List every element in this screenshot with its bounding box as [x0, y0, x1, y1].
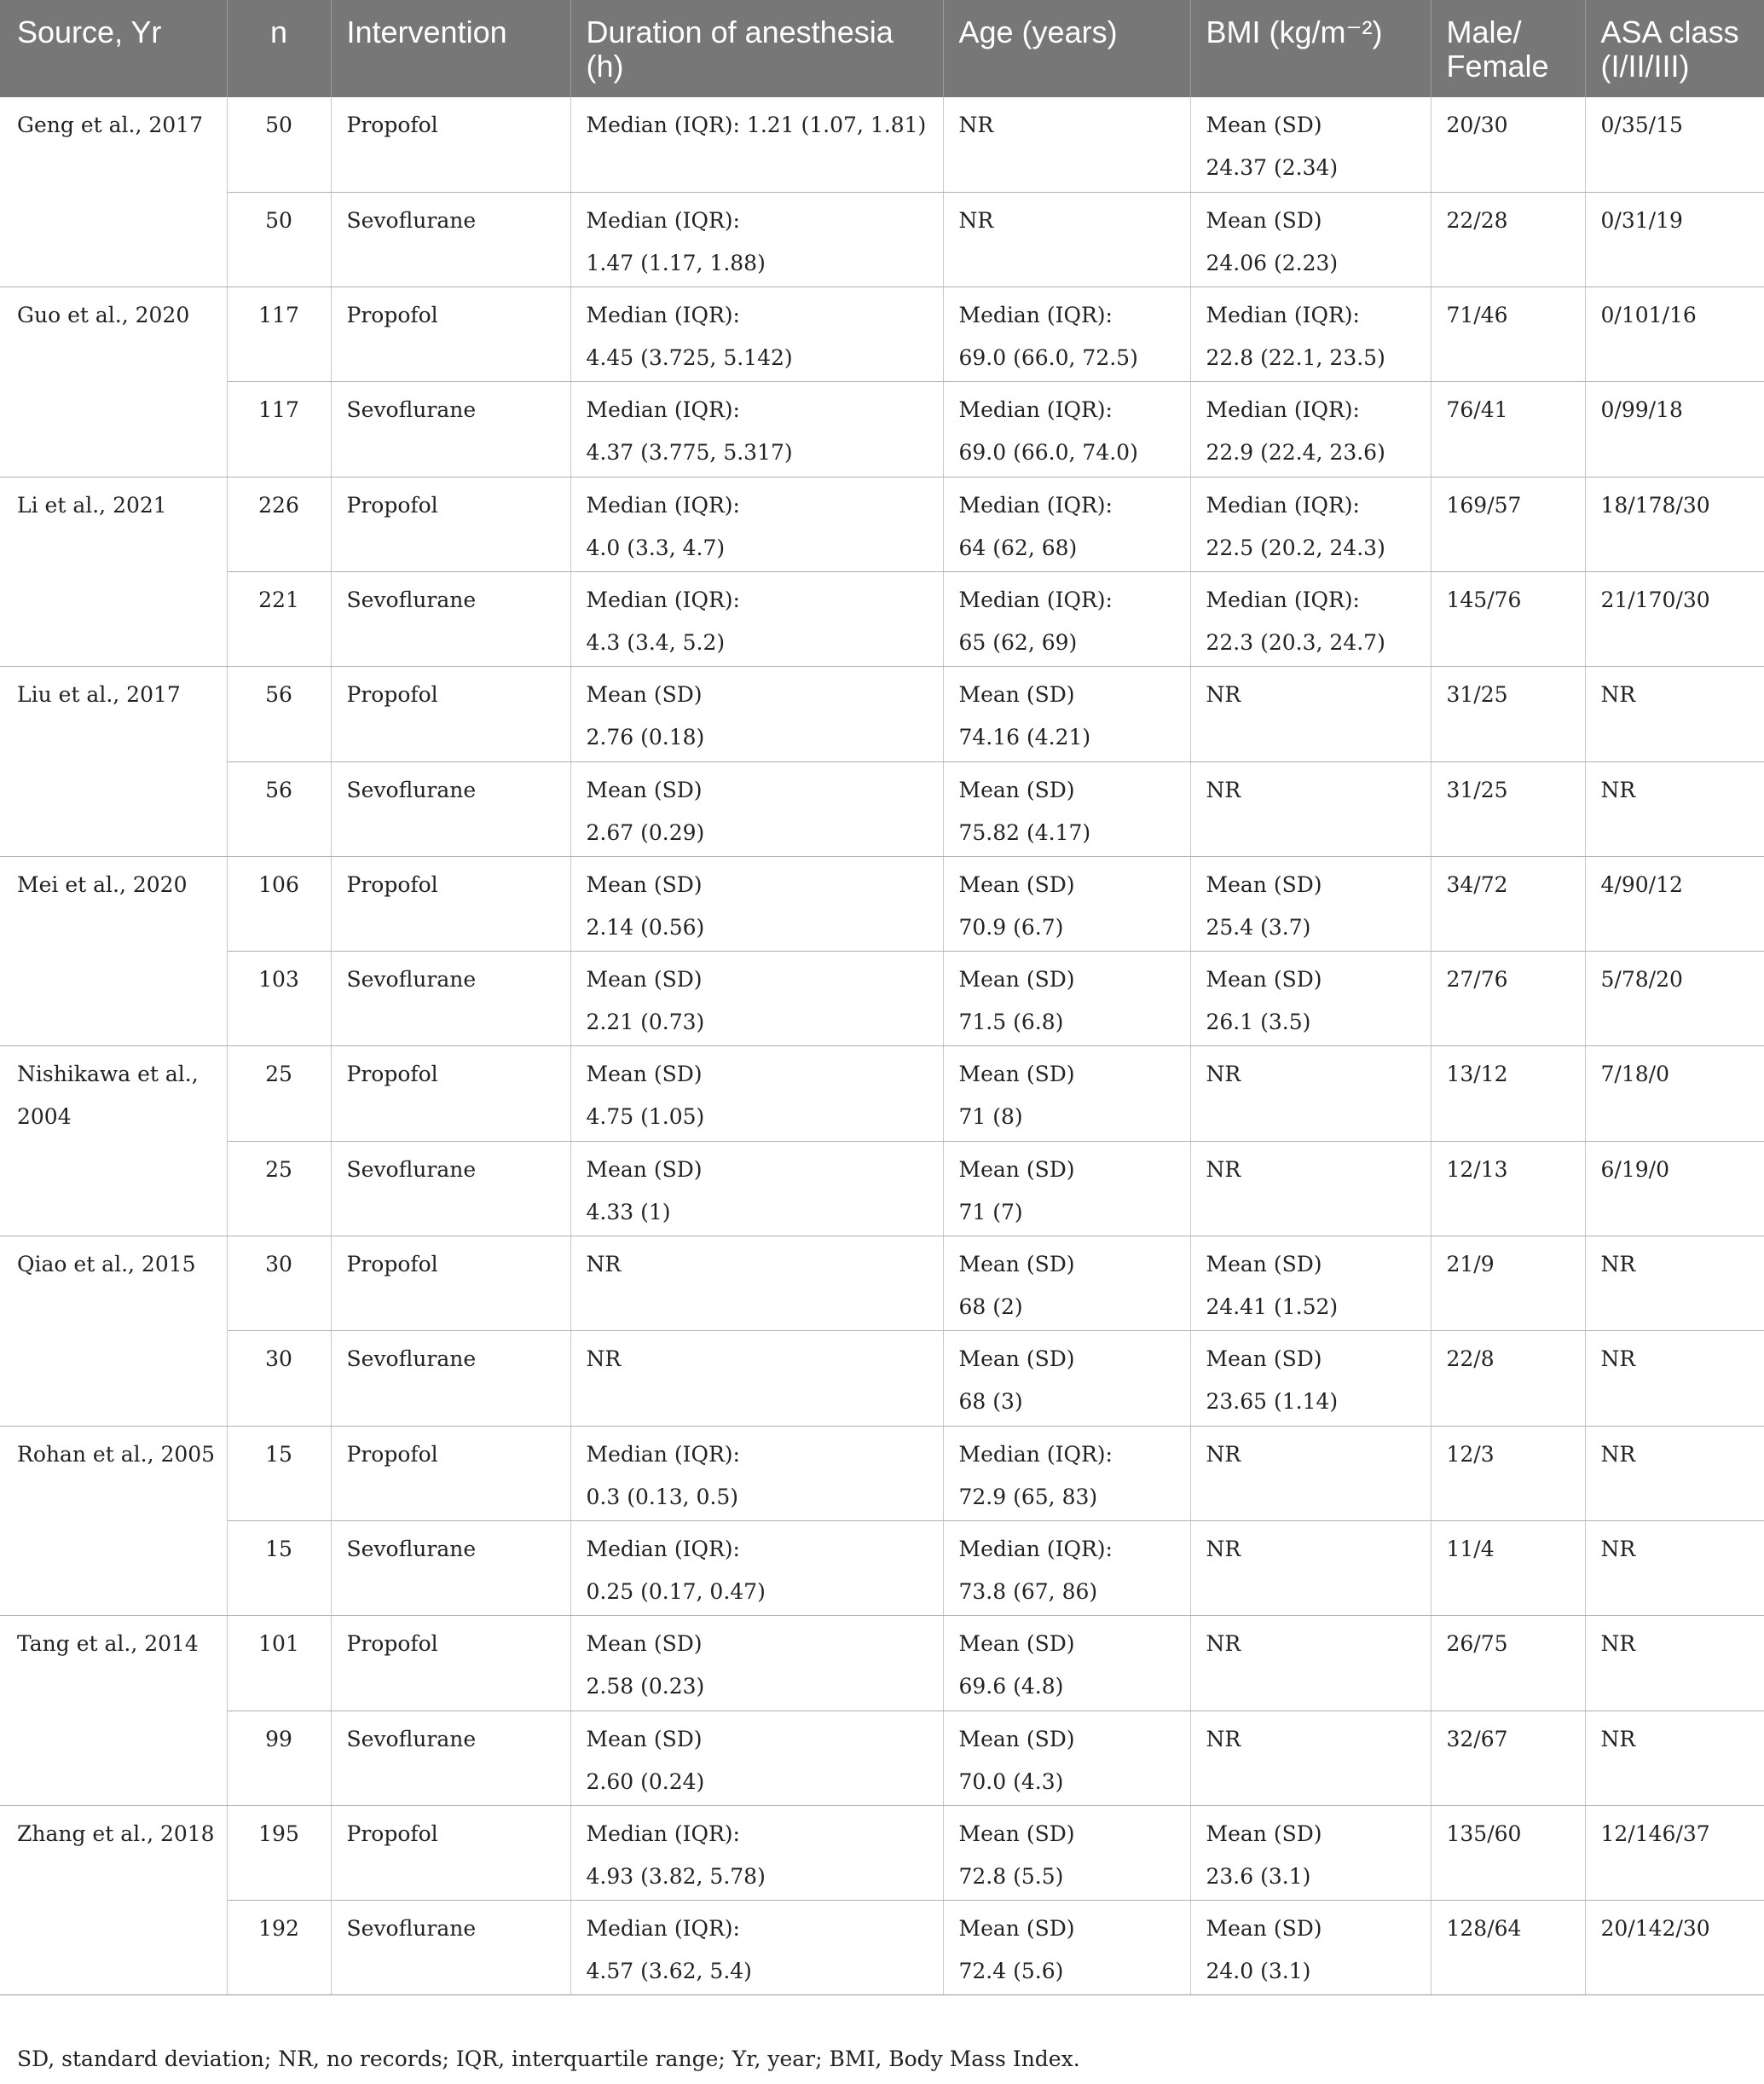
- cell-age-line: 70.9 (6.7): [958, 914, 1064, 940]
- cell-bmi-line: Mean (SD): [1206, 967, 1322, 993]
- cell-n: 106: [227, 856, 331, 951]
- cell-duration: [570, 1901, 943, 1995]
- cell-bmi-line: NR: [1206, 777, 1241, 802]
- cell-sex: 76/41: [1431, 382, 1585, 477]
- cell-intervention: Propofol: [331, 287, 570, 382]
- header-intervention: Intervention: [331, 0, 570, 97]
- table-row: [0, 1141, 1764, 1236]
- table-row: [0, 1046, 1764, 1141]
- cell-intervention: Propofol: [331, 856, 570, 951]
- cell-intervention: Sevoflurane: [331, 571, 570, 666]
- cell-asa: NR: [1585, 1331, 1764, 1426]
- cell-age-line: 71.5 (6.8): [958, 1010, 1064, 1035]
- table-row: [0, 1711, 1764, 1805]
- cell-n: 30: [227, 1331, 331, 1426]
- cell-n: 50: [227, 97, 331, 192]
- cell-duration: [570, 382, 943, 477]
- cell-duration: [570, 97, 943, 192]
- cell-duration-line: 2.76 (0.18): [586, 725, 705, 750]
- cell-source: [0, 1520, 227, 1615]
- cell-age-line: Median (IQR):: [958, 1441, 1113, 1467]
- cell-duration-line: 2.67 (0.29): [586, 819, 705, 845]
- cell-age-line: Mean (SD): [958, 1631, 1075, 1657]
- cell-age-line: NR: [958, 113, 994, 137]
- cell-age-line: NR: [958, 207, 994, 233]
- cell-duration: [570, 1046, 943, 1141]
- cell-bmi: [1190, 761, 1431, 856]
- cell-duration-line: 2.14 (0.56): [586, 914, 705, 940]
- cell-age: [943, 1331, 1190, 1426]
- table-row: [0, 382, 1764, 477]
- cell-age-line: 68 (2): [958, 1294, 1023, 1320]
- cell-age: [943, 1236, 1190, 1331]
- table-row: [0, 1805, 1764, 1900]
- cell-duration: [570, 1426, 943, 1520]
- cell-intervention: Sevoflurane: [331, 382, 570, 477]
- cell-intervention: Sevoflurane: [331, 1520, 570, 1615]
- cell-duration: [570, 287, 943, 382]
- table-row: [0, 856, 1764, 951]
- table-footnote: SD, standard deviation; NR, no records; IQR, interquartile range; Yr, year; BMI, Body Mass Index.: [17, 2046, 1080, 2071]
- cell-sex: 22/8: [1431, 1331, 1585, 1426]
- cell-asa: NR: [1585, 1520, 1764, 1615]
- cell-duration: [570, 1331, 943, 1426]
- cell-source: [0, 761, 227, 856]
- header-sex: Male/ Female: [1431, 0, 1585, 97]
- cell-age-line: 71 (8): [958, 1104, 1023, 1130]
- cell-duration-line: Mean (SD): [586, 1631, 703, 1657]
- cell-duration-line: Median (IQR):: [586, 1441, 740, 1467]
- cell-asa: 6/19/0: [1585, 1141, 1764, 1236]
- cell-sex: 26/75: [1431, 1616, 1585, 1711]
- cell-n: 15: [227, 1426, 331, 1520]
- cell-duration-line: 4.45 (3.725, 5.142): [586, 345, 793, 371]
- cell-source: Nishikawa et al., 2004: [0, 1046, 227, 1141]
- cell-sex: 71/46: [1431, 287, 1585, 382]
- cell-duration: [570, 1616, 943, 1711]
- cell-n: 101: [227, 1616, 331, 1711]
- cell-sex: 21/9: [1431, 1236, 1585, 1331]
- cell-sex: 32/67: [1431, 1711, 1585, 1805]
- cell-bmi: [1190, 856, 1431, 951]
- table-row: [0, 761, 1764, 856]
- cell-bmi: [1190, 382, 1431, 477]
- cell-n: 226: [227, 477, 331, 571]
- cell-age-line: 64 (62, 68): [958, 535, 1078, 560]
- cell-duration-line: Median (IQR):: [586, 1536, 740, 1561]
- cell-intervention: Propofol: [331, 667, 570, 761]
- cell-duration-line: 4.75 (1.05): [586, 1104, 705, 1130]
- cell-duration: [570, 952, 943, 1046]
- cell-duration-line: 4.93 (3.82, 5.78): [586, 1863, 766, 1889]
- cell-age-line: Mean (SD): [958, 1346, 1075, 1372]
- cell-duration-line: Mean (SD): [586, 1726, 703, 1751]
- cell-intervention: Sevoflurane: [331, 1711, 570, 1805]
- cell-age: [943, 287, 1190, 382]
- cell-bmi: [1190, 1426, 1431, 1520]
- cell-sex: 169/57: [1431, 477, 1585, 571]
- cell-duration-line: Median (IQR):: [586, 587, 740, 612]
- cell-age-line: Median (IQR):: [958, 303, 1113, 328]
- cell-bmi-line: Median (IQR):: [1206, 303, 1360, 328]
- cell-bmi-line: 23.6 (3.1): [1206, 1863, 1311, 1889]
- cell-sex: 34/72: [1431, 856, 1585, 951]
- cell-duration: [570, 571, 943, 666]
- cell-age-line: 69.6 (4.8): [958, 1674, 1064, 1699]
- cell-age-line: 68 (3): [958, 1389, 1023, 1415]
- table-row: [0, 571, 1764, 666]
- cell-n: 50: [227, 192, 331, 287]
- cell-intervention: Propofol: [331, 97, 570, 192]
- cell-bmi-line: NR: [1206, 1536, 1241, 1561]
- cell-age-line: Mean (SD): [958, 871, 1075, 897]
- cell-duration-line: Mean (SD): [586, 871, 703, 897]
- cell-bmi-line: Mean (SD): [1206, 207, 1322, 233]
- cell-age: [943, 1426, 1190, 1520]
- cell-age-line: Median (IQR):: [958, 587, 1113, 612]
- cell-age-line: 72.4 (5.6): [958, 1959, 1064, 1984]
- cell-asa: NR: [1585, 1236, 1764, 1331]
- cell-duration-line: Median (IQR): 1.21 (1.07, 1.81): [586, 113, 927, 137]
- cell-intervention: Propofol: [331, 1236, 570, 1331]
- header-asa: ASA class (I/II/III): [1585, 0, 1764, 97]
- cell-duration-line: Median (IQR):: [586, 207, 740, 233]
- cell-duration-line: Median (IQR):: [586, 1916, 740, 1942]
- cell-asa: NR: [1585, 761, 1764, 856]
- cell-n: 30: [227, 1236, 331, 1331]
- table-row: [0, 1331, 1764, 1426]
- header-source: Source, Yr: [17, 14, 162, 49]
- cell-bmi: [1190, 1046, 1431, 1141]
- cell-age: [943, 1901, 1190, 1995]
- cell-asa: 0/31/19: [1585, 192, 1764, 287]
- cell-age-line: Mean (SD): [958, 1156, 1075, 1182]
- cell-bmi-line: NR: [1206, 1726, 1241, 1751]
- cell-asa: 12/146/37: [1585, 1805, 1764, 1900]
- header-duration: Duration of anesthesia (h): [570, 0, 943, 97]
- cell-sex: 135/60: [1431, 1805, 1585, 1900]
- cell-n: 221: [227, 571, 331, 666]
- cell-n: 117: [227, 382, 331, 477]
- cell-bmi-line: 24.37 (2.34): [1206, 155, 1339, 180]
- cell-bmi: [1190, 477, 1431, 571]
- cell-bmi-line: NR: [1206, 682, 1241, 708]
- cell-asa: 18/178/30: [1585, 477, 1764, 571]
- cell-asa: 5/78/20: [1585, 952, 1764, 1046]
- cell-age: [943, 856, 1190, 951]
- cell-bmi: [1190, 1616, 1431, 1711]
- cell-bmi-line: Median (IQR):: [1206, 587, 1360, 612]
- cell-age: [943, 1046, 1190, 1141]
- cell-sex: 20/30: [1431, 97, 1585, 192]
- cell-age-line: 73.8 (67, 86): [958, 1578, 1098, 1604]
- cell-duration-line: Mean (SD): [586, 777, 703, 802]
- cell-sex: 12/3: [1431, 1426, 1585, 1520]
- cell-age: [943, 1711, 1190, 1805]
- cell-duration: [570, 1520, 943, 1615]
- cell-age: [943, 952, 1190, 1046]
- cell-bmi-line: Mean (SD): [1206, 1346, 1322, 1372]
- cell-n: 192: [227, 1901, 331, 1995]
- cell-duration-line: NR: [586, 1252, 622, 1277]
- cell-bmi: [1190, 1805, 1431, 1900]
- cell-duration-line: 4.37 (3.775, 5.317): [586, 440, 793, 466]
- cell-bmi: [1190, 667, 1431, 761]
- cell-age-line: Mean (SD): [958, 1062, 1075, 1087]
- cell-bmi: [1190, 287, 1431, 382]
- cell-duration: [570, 1141, 943, 1236]
- cell-intervention: Propofol: [331, 1046, 570, 1141]
- cell-duration-line: 2.60 (0.24): [586, 1769, 705, 1794]
- cell-bmi-line: Mean (SD): [1206, 871, 1322, 897]
- cell-age-line: Mean (SD): [958, 682, 1075, 708]
- cell-age: [943, 761, 1190, 856]
- table-row: [0, 667, 1764, 761]
- cell-bmi-line: Median (IQR):: [1206, 492, 1360, 518]
- cell-age: [943, 1805, 1190, 1900]
- table-row: [0, 1520, 1764, 1615]
- cell-asa: NR: [1585, 1426, 1764, 1520]
- cell-duration-line: 4.0 (3.3, 4.7): [586, 535, 726, 560]
- cell-sex: 27/76: [1431, 952, 1585, 1046]
- cell-asa: 0/35/15: [1585, 97, 1764, 192]
- cell-source: [0, 571, 227, 666]
- cell-sex: 31/25: [1431, 667, 1585, 761]
- cell-age-line: 75.82 (4.17): [958, 819, 1091, 845]
- cell-source: [0, 1331, 227, 1426]
- cell-bmi-line: 25.4 (3.7): [1206, 914, 1311, 940]
- cell-age: [943, 382, 1190, 477]
- cell-intervention: Propofol: [331, 1805, 570, 1900]
- cell-age-line: 71 (7): [958, 1199, 1023, 1224]
- cell-age-line: Median (IQR):: [958, 1536, 1113, 1561]
- table-row: [0, 477, 1764, 571]
- cell-duration-line: 0.25 (0.17, 0.47): [586, 1578, 766, 1604]
- cell-age: [943, 97, 1190, 192]
- cell-source: Qiao et al., 2015: [0, 1236, 227, 1331]
- cell-duration: [570, 1236, 943, 1331]
- cell-intervention: Sevoflurane: [331, 192, 570, 287]
- cell-duration: [570, 1711, 943, 1805]
- cell-bmi-line: NR: [1206, 1156, 1241, 1182]
- header-row: [0, 0, 1764, 97]
- cell-duration-line: Mean (SD): [586, 1156, 703, 1182]
- cell-bmi-line: Mean (SD): [1206, 113, 1322, 137]
- cell-n: 15: [227, 1520, 331, 1615]
- cell-bmi: [1190, 1520, 1431, 1615]
- cell-sex: 12/13: [1431, 1141, 1585, 1236]
- cell-age-line: 70.0 (4.3): [958, 1769, 1064, 1794]
- table-row: [0, 1901, 1764, 1995]
- cell-duration-line: Mean (SD): [586, 1062, 703, 1087]
- cell-n: 99: [227, 1711, 331, 1805]
- cell-bmi-line: 24.06 (2.23): [1206, 250, 1339, 275]
- cell-duration-line: Mean (SD): [586, 967, 703, 993]
- cell-age-line: 72.8 (5.5): [958, 1863, 1064, 1889]
- cell-duration-line: Median (IQR):: [586, 397, 740, 423]
- cell-n: 56: [227, 761, 331, 856]
- cell-duration: [570, 477, 943, 571]
- cell-asa: 4/90/12: [1585, 856, 1764, 951]
- cell-intervention: Sevoflurane: [331, 1331, 570, 1426]
- cell-duration-line: 2.21 (0.73): [586, 1010, 705, 1035]
- cell-bmi-line: 22.8 (22.1, 23.5): [1206, 345, 1385, 371]
- table-row: [0, 192, 1764, 287]
- cell-bmi: [1190, 97, 1431, 192]
- cell-bmi-line: NR: [1206, 1441, 1241, 1467]
- cell-bmi-line: Median (IQR):: [1206, 397, 1360, 423]
- cell-age: [943, 1141, 1190, 1236]
- cell-duration: [570, 761, 943, 856]
- cell-duration-line: 1.47 (1.17, 1.88): [586, 250, 766, 275]
- cell-age-line: 69.0 (66.0, 72.5): [958, 345, 1138, 371]
- cell-bmi: [1190, 1236, 1431, 1331]
- cell-bmi: [1190, 1141, 1431, 1236]
- table-row: [0, 97, 1764, 192]
- cell-age: [943, 477, 1190, 571]
- cell-bmi-line: Mean (SD): [1206, 1916, 1322, 1942]
- header-n: n: [227, 0, 331, 97]
- cell-bmi: [1190, 1711, 1431, 1805]
- cell-bmi-line: 22.3 (20.3, 24.7): [1206, 629, 1385, 655]
- cell-bmi-line: 23.65 (1.14): [1206, 1389, 1339, 1415]
- cell-asa: 0/99/18: [1585, 382, 1764, 477]
- cell-bmi: [1190, 1331, 1431, 1426]
- cell-duration: [570, 667, 943, 761]
- cell-age-line: Mean (SD): [958, 1726, 1075, 1751]
- cell-source: Rohan et al., 2005: [0, 1426, 227, 1520]
- cell-n: 195: [227, 1805, 331, 1900]
- cell-bmi-line: 22.9 (22.4, 23.6): [1206, 440, 1385, 466]
- cell-duration-line: 0.3 (0.13, 0.5): [586, 1484, 739, 1509]
- cell-age: [943, 571, 1190, 666]
- cell-source: Liu et al., 2017: [0, 667, 227, 761]
- cell-asa: NR: [1585, 1616, 1764, 1711]
- cell-age-line: 74.16 (4.21): [958, 725, 1091, 750]
- cell-duration-line: 4.33 (1): [586, 1199, 671, 1224]
- cell-age-line: 69.0 (66.0, 74.0): [958, 440, 1138, 466]
- cell-intervention: Sevoflurane: [331, 1901, 570, 1995]
- header-age: Age (years): [943, 0, 1190, 97]
- cell-bmi-line: 22.5 (20.2, 24.3): [1206, 535, 1385, 560]
- cell-source: [0, 1141, 227, 1236]
- cell-duration-line: 2.58 (0.23): [586, 1674, 705, 1699]
- cell-bmi-line: NR: [1206, 1062, 1241, 1087]
- cell-age-line: 72.9 (65, 83): [958, 1484, 1098, 1509]
- cell-duration-line: 4.57 (3.62, 5.4): [586, 1959, 752, 1984]
- cell-asa: 20/142/30: [1585, 1901, 1764, 1995]
- cell-asa: NR: [1585, 1711, 1764, 1805]
- cell-source: [0, 952, 227, 1046]
- cell-intervention: Propofol: [331, 1426, 570, 1520]
- cell-source: Geng et al., 2017: [0, 97, 227, 192]
- cell-source: Tang et al., 2014: [0, 1616, 227, 1711]
- cell-age-line: Mean (SD): [958, 1821, 1075, 1846]
- cell-duration: [570, 856, 943, 951]
- cell-bmi: [1190, 192, 1431, 287]
- cell-source: [0, 1901, 227, 1995]
- cell-age: [943, 667, 1190, 761]
- cell-asa: 7/18/0: [1585, 1046, 1764, 1141]
- cell-intervention: Sevoflurane: [331, 1141, 570, 1236]
- header-bmi: BMI (kg/m⁻²): [1190, 0, 1431, 97]
- cell-bmi: [1190, 952, 1431, 1046]
- cell-bmi-line: 24.41 (1.52): [1206, 1294, 1339, 1320]
- cell-sex: 145/76: [1431, 571, 1585, 666]
- cell-asa: 0/101/16: [1585, 287, 1764, 382]
- cell-duration: [570, 192, 943, 287]
- table-row: [0, 1236, 1764, 1331]
- cell-bmi: [1190, 571, 1431, 666]
- cell-intervention: Propofol: [331, 1616, 570, 1711]
- cell-n: 117: [227, 287, 331, 382]
- cell-intervention: Sevoflurane: [331, 761, 570, 856]
- cell-intervention: Sevoflurane: [331, 952, 570, 1046]
- table-row: [0, 1426, 1764, 1520]
- cell-sex: 128/64: [1431, 1901, 1585, 1995]
- cell-source: [0, 192, 227, 287]
- cell-bmi-line: Mean (SD): [1206, 1821, 1322, 1846]
- cell-age-line: Median (IQR):: [958, 397, 1113, 423]
- cell-n: 56: [227, 667, 331, 761]
- cell-source: [0, 1711, 227, 1805]
- cell-source: Li et al., 2021: [0, 477, 227, 571]
- cell-sex: 31/25: [1431, 761, 1585, 856]
- cell-asa: 21/170/30: [1585, 571, 1764, 666]
- cell-bmi-line: Mean (SD): [1206, 1252, 1322, 1277]
- cell-duration-line: Median (IQR):: [586, 1821, 740, 1846]
- cell-duration-line: Median (IQR):: [586, 303, 740, 328]
- cell-bmi: [1190, 1901, 1431, 1995]
- table-row: [0, 1616, 1764, 1711]
- cell-age-line: Mean (SD): [958, 1252, 1075, 1277]
- table-body: [0, 97, 1764, 1995]
- cell-asa: NR: [1585, 667, 1764, 761]
- cell-n: 103: [227, 952, 331, 1046]
- cell-bmi-line: 26.1 (3.5): [1206, 1010, 1311, 1035]
- cell-sex: 22/28: [1431, 192, 1585, 287]
- cell-duration-line: Median (IQR):: [586, 492, 740, 518]
- cell-age-line: Mean (SD): [958, 1916, 1075, 1942]
- cell-age-line: Mean (SD): [958, 967, 1075, 993]
- cell-age-line: Median (IQR):: [958, 492, 1113, 518]
- cell-bmi-line: NR: [1206, 1631, 1241, 1657]
- cell-age: [943, 1616, 1190, 1711]
- cell-age-line: Mean (SD): [958, 777, 1075, 802]
- cell-n: 25: [227, 1046, 331, 1141]
- cell-age: [943, 1520, 1190, 1615]
- cell-source: [0, 382, 227, 477]
- cell-duration-line: NR: [586, 1346, 622, 1372]
- cell-age: [943, 192, 1190, 287]
- table-row: [0, 287, 1764, 382]
- cell-n: 25: [227, 1141, 331, 1236]
- cell-sex: 11/4: [1431, 1520, 1585, 1615]
- cell-duration-line: 4.3 (3.4, 5.2): [586, 629, 726, 655]
- cell-duration: [570, 1805, 943, 1900]
- table-row: [0, 952, 1764, 1046]
- cell-bmi-line: 24.0 (3.1): [1206, 1959, 1311, 1984]
- cell-sex: 13/12: [1431, 1046, 1585, 1141]
- cell-intervention: Propofol: [331, 477, 570, 571]
- cell-source: Zhang et al., 2018: [0, 1805, 227, 1900]
- cell-duration-line: Mean (SD): [586, 682, 703, 708]
- cell-source: Mei et al., 2020: [0, 856, 227, 951]
- cell-age-line: 65 (62, 69): [958, 629, 1078, 655]
- cell-source: Guo et al., 2020: [0, 287, 227, 382]
